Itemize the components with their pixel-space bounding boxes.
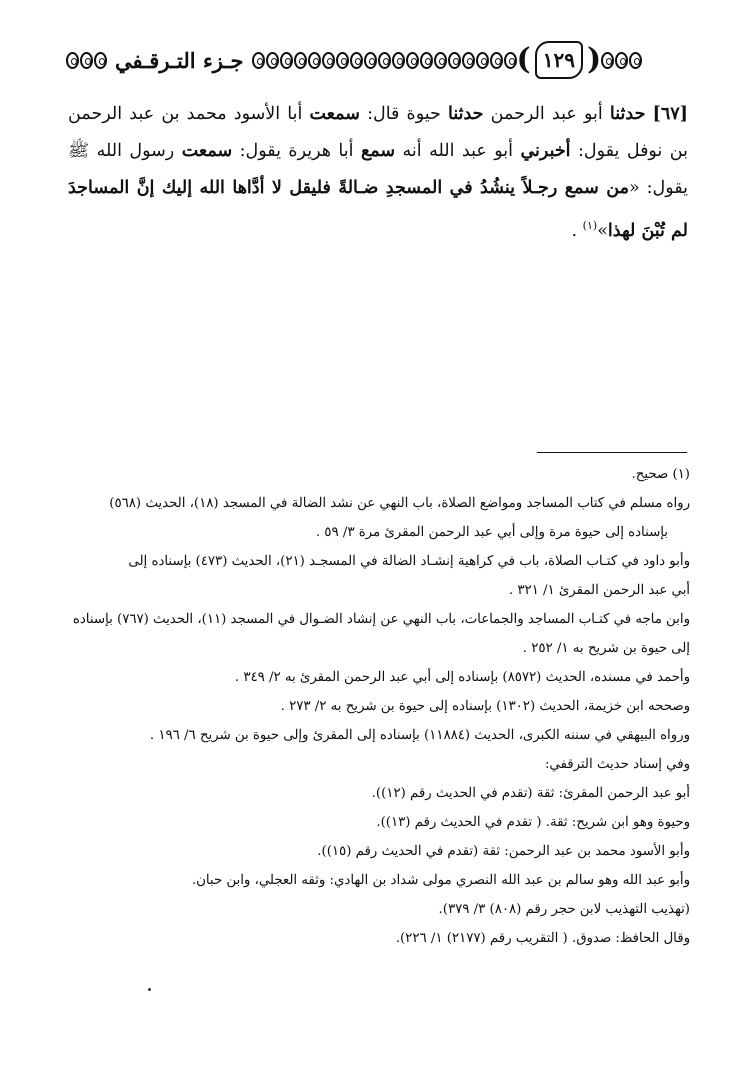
footnote-line: وقال الحافظ: صدوق. ( التقريب رقم (٢١٧٧) ١/ ٢٢٦). [395,931,690,946]
ornament-right [66,52,107,69]
page-header [66,38,688,82]
isnad-term: حدثنا [609,104,646,124]
narrator: حيوة قال: [367,104,441,124]
footnote-line: وفي إسناد حديث الترقفي: [544,757,690,772]
footnotes [68,460,690,953]
isnad-term: سمعت [181,141,233,161]
bracket-right: ) [586,42,602,77]
print-speck [148,988,151,991]
narrator: رسول الله ﷺ يقول: « [68,141,688,198]
footnote-line: أبو عبد الرحمن المقرئ: ثقة (تقدم في الحديث رقم (١٢)). [371,786,690,801]
footnote-line: إلى حيوة بن شريح به ١/ ٢٥٢ . [522,641,690,656]
footnote-line: أبي عبد الرحمن المقرئ ١/ ٣٢١ . [508,583,690,598]
full-stop: . [571,220,578,241]
footnote-line: وأبو عبد الله وهو سالم بن عبد الله النصري مولى شداد بن الهادي: وثقه العجلي، وابن حبان. [191,873,690,888]
page-number: ١٢٩ [535,41,583,79]
isnad-term: سمعت [309,104,360,124]
footnote-line: (١) صحيح. [631,467,690,482]
footnote-line: بإسناده إلى حيوة مرة وإلى أبي عبد الرحمن المقرئ مرة ٣/ ٥٩ . [315,525,668,540]
running-title: جـزء التـرقـفي [115,47,244,73]
narrator: أبو عبد الله أنه [402,141,514,161]
footnote-ref: (١) [582,219,598,232]
isnad-term: أخبرني [520,141,571,161]
footnote-separator [537,452,687,453]
footnote-line: وصححه ابن خزيمة، الحديث (١٣٠٢) بإسناده إلى حيوة بن شريح به ٢/ ٢٧٣ . [280,699,690,714]
ornament-middle [252,52,517,69]
isnad-term: سمع [360,141,396,161]
hadith-matn: من سمع رجـلاً ينشُدُ في المسجدِ ضـالةً فليقل لا أدَّاها الله إليك إنَّ المساجدَ لم تُبْنَ لهذا [68,178,688,241]
ornament-left [601,52,642,69]
quote-close: » [597,220,608,241]
narrator: أبا هريرة يقول: [239,141,354,161]
footnote-line: ورواه البيهقي في سننه الكبرى، الحديث (١١٨٨٤) بإسناده إلى المقرئ وإلى حيوة بن شريح ٦/ ١٩٦ . [149,728,690,743]
footnote-line: وأبو داود في كتـاب الصلاة، باب في كراهية إنشـاد الضالة في المسجـد (٢١)، الحديث (٤٧٣) بإسناده إلى [128,554,690,569]
narrator: أبا الأسود محمد بن عبد الرحمن بن نوفل يقول: [68,104,688,161]
narrator: أبو عبد الرحمن [490,104,603,124]
hadith-number: [٦٧] [652,104,688,124]
bracket-left: ( [516,42,531,77]
footnote-line: وأحمد في مسنده، الحديث (٨٥٧٢) بإسناده إلى أبي عبد الرحمن المقرئ به ٢/ ٣٤٩ . [234,670,690,685]
footnote-line: (تهذيب التهذيب لابن حجر رقم (٨٠٨) ٣/ ٣٧٩). [438,902,690,917]
footnote-line: وابن ماجه في كتـاب المساجد والجماعات، باب النهي عن إنشاد الضـوال في المسجد (١١)، الحديث (٧٦٧) بإسناده [72,612,690,627]
footnote-line: وحيوة وهو ابن شريح: ثقة. ( تقدم في الحديث رقم (١٣)). [376,815,690,830]
footnote-line: رواه مسلم في كتاب المساجد ومواضع الصلاة، باب النهي عن نشد الضالة في المسجد (١٨)، الحديث (٥٦٨) [109,496,690,511]
isnad-term: حدثنا [448,104,484,124]
hadith-text [68,96,688,250]
footnote-line: وأبو الأسود محمد بن عبد الرحمن: ثقة (تقدم في الحديث رقم (١٥)). [317,844,690,859]
